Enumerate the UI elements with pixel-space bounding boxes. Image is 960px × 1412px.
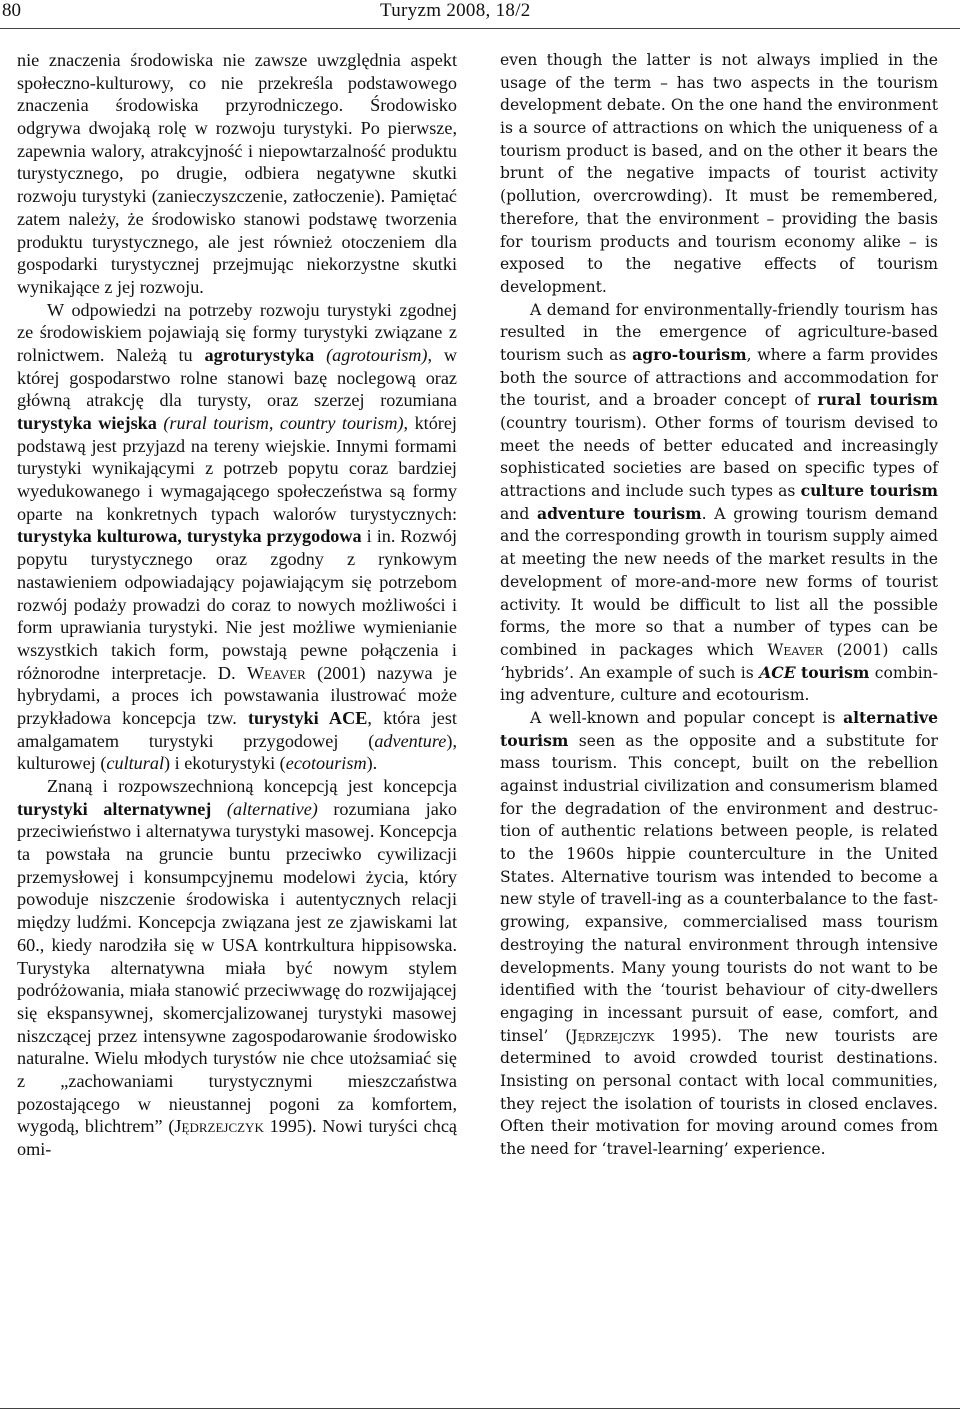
- right-paragraph-2: A demand for environmentally-friendly tourism has resulted in the emergence of agriculture-based tourism such as agro-tourism, where a farm provides both the source of attractions and accommodation for the tourist, and a broader concept of rural tourism (country tourism). Other forms of tourism devised to meet the needs of better educated and increasingly sophisticated societies are based on specific types of attractions and include such types as culture tourism and adventure tourism. A growing tourism demand and the corresponding growth in tourism supply aimed at meeting the new needs of the market results in the development of more-and-more new forms of tourist activity. It would be difficult to list all the possible forms, the more so that a number of types can be combined in packages which Weaver (2001) calls ‘hybrids’. An example of such is ACE tourism combin-ing adventure, culture and ecotourism.: [500, 300, 939, 705]
- term-turystyki-ace: turystyki ACE: [247, 707, 368, 728]
- right-paragraph-3: A well-known and popular concept is alternative tourism seen as the opposite and a substitute for mass tourism. This concept, built on the rebellion against industrial civilization and consumerism blamed for the degradation of the environment and destruc-tion of authentic relations between people, is related to the 1960s hippie counterculture in the United States. Alternative tourism was intended to become a new style of travell-ing as a counterbalance to the fast-growing, expansive, commercialised mass tourism destroying the natural environment through intensive developments. Many young tourists do not want to be identified with the ‘tourist behaviour of city-dwellers engaging in incessant pursuit of ease, comfort, and tinsel’ (Jędrzejczyk 1995). The new tourists are determined to avoid crowded tourist destinations. Insisting on personal contact with local communities, they reject the isolation of tourists in closed enclaves. Often their motivation for moving around comes from the need for ‘travel-learning’ experience.: [500, 707, 938, 1158]
- term-rural-tourism: rural tourism: [817, 390, 938, 410]
- author-jedrzejczyk-en: Jędrzejczyk: [571, 1026, 655, 1045]
- author-weaver: Weaver: [246, 662, 306, 683]
- term-turystyka-wiejska: turystyka wiejska: [17, 413, 157, 433]
- left-paragraph-3: Znaną i rozpowszechnioną koncepcją jest koncepcja turystyki alternatywnej (alternative) rozumiana jako przeciwieństwo i alternatywa turystyki masowej. Koncepcja ta powstała na gruncie buntu przeciwko cywilizacji przemysłowej i konsumpcyjnemu modelowi życia, który powoduje niszczenie środowiska i autentycznych relacji między ludźmi. Koncepcja związana jest ze zjawiskami lat 60., kiedy narodziła się w USA kontrkultura hippisowska. Turystyka alternatywna miała być nowym stylem podróżowania, miała stanowić przeciwwagę do rozwijającej się ekspansywnej, skomercjalizowanej turystyki masowej niszczącej przez intensywne zagospodarowanie środowisko naturalne. Wielu młodych turystów nie chce utożsamiać się z „zachowaniami turystycznymi mieszczaństwa pozostającego w nieustannej pogoni za komfortem, wygodą, blichtrem” (Jędrzejczyk 1995). Nowi turyści chcą omi-: [17, 776, 457, 1159]
- running-head: Turyzm 2008, 18/2: [380, 0, 531, 21]
- term-adventure-tourism: adventure tourism: [537, 503, 702, 523]
- left-column: [17, 49, 457, 1161]
- header-rule: [0, 28, 960, 29]
- author-jedrzejczyk: Jędrzejczyk: [174, 1116, 264, 1137]
- right-paragraph-1: even though the latter is not always implied in the usage of the term – has two aspects in the tourism development debate. On the one hand the environment is a source of attractions on which the uniqueness of a tourism product is based, and on the other it bears the brunt of the negative impacts of tourist activity (pollution, overcrowding). It must be remembered, therefore, that the environment – providing the basis for tourism products and tourism economy alike – is exposed to the negative effects of tourism development.: [500, 51, 938, 296]
- term-agroturystyka: agroturystyka: [204, 344, 315, 365]
- footer-rule: [0, 1408, 960, 1409]
- right-column: [500, 49, 938, 1161]
- term-culture-tourism: culture tourism: [800, 481, 938, 501]
- left-paragraph-1: nie znaczenia środowiska nie zawsze uwzględnia aspekt społeczno-kulturowy, co nie przekreśla podstawowego znaczenia środowiska przyrodniczego. Środowisko odgrywa dwojaką rolę w rozwoju turystyki. Po pierwsze, zapewnia walory, atrakcyjność i niepowtarzalność produktu turystycznego, po drugie, odbiera negatywne skutki rozwoju turystyki (zanieczyszczenie, zatłoczenie). Pamiętać zatem należy, że środowisko stanowi podstawę tworzenia produktu turystycznego, ale jest również otoczeniem dla gospodarki turystycznej przejmując niekorzystne skutki wynikające z jej rozwoju.: [17, 50, 457, 297]
- term-alternative-tourism: alternative tourism: [500, 707, 938, 750]
- page-header: [0, 0, 960, 30]
- term-forms: turystyka kulturowa, turystyka przygodowa: [17, 526, 362, 547]
- term-ace: ACE: [759, 662, 796, 682]
- term-turystyki-alternatywnej: turystyki alternatywnej: [17, 798, 212, 819]
- author-weaver-en: Weaver: [767, 640, 824, 659]
- page-number: 80: [2, 0, 21, 21]
- term-agro-tourism: agro-tourism: [632, 344, 747, 364]
- left-paragraph-2: W odpowiedzi na potrzeby rozwoju turystyki zgodnej ze środowiskiem pojawiają się formy turystyki związane z rolnictwem. Należą tu agroturystyka (agrotourism), w której gospodarstwo rolne stanowi bazę noclegową oraz główną atrakcję dla turysty, oraz szerzej rozumiana turystyka wiejska (rural tourism, country tourism), której podstawą jest przyjazd na tereny wiejskie. Innymi formami turystyki wynikającymi z potrzeb popytu coraz bardziej wyedukowanego i wymagającego społeczeństwa są formy oparte na konkretnych typach walorów turystycznych: turystyka kulturowa, turystyka przygodowa i in. Rozwój popytu turystycznego oraz zgodny z rynkowym nastawieniem odpowiadający pojawiającym się potrzebom rozwój podaży prowadzi do coraz to nowych możliwości i form uprawiania turystyki. Nie jest możliwe wymienianie wszystkich takich form, powstają pewne połączenia i różnorodne interpretacje. D. Weaver (2001) nazywa je hybrydami, a proces ich powstawania ilustrować może przykładowa koncepcja tzw. turystyki ACE, która jest amalgamatem turystyki przygodowej (adventure), kulturowej (cultural) i ekoturystyki (ecotourism).: [17, 299, 458, 774]
- term-ace-tourism: tourism: [801, 662, 870, 682]
